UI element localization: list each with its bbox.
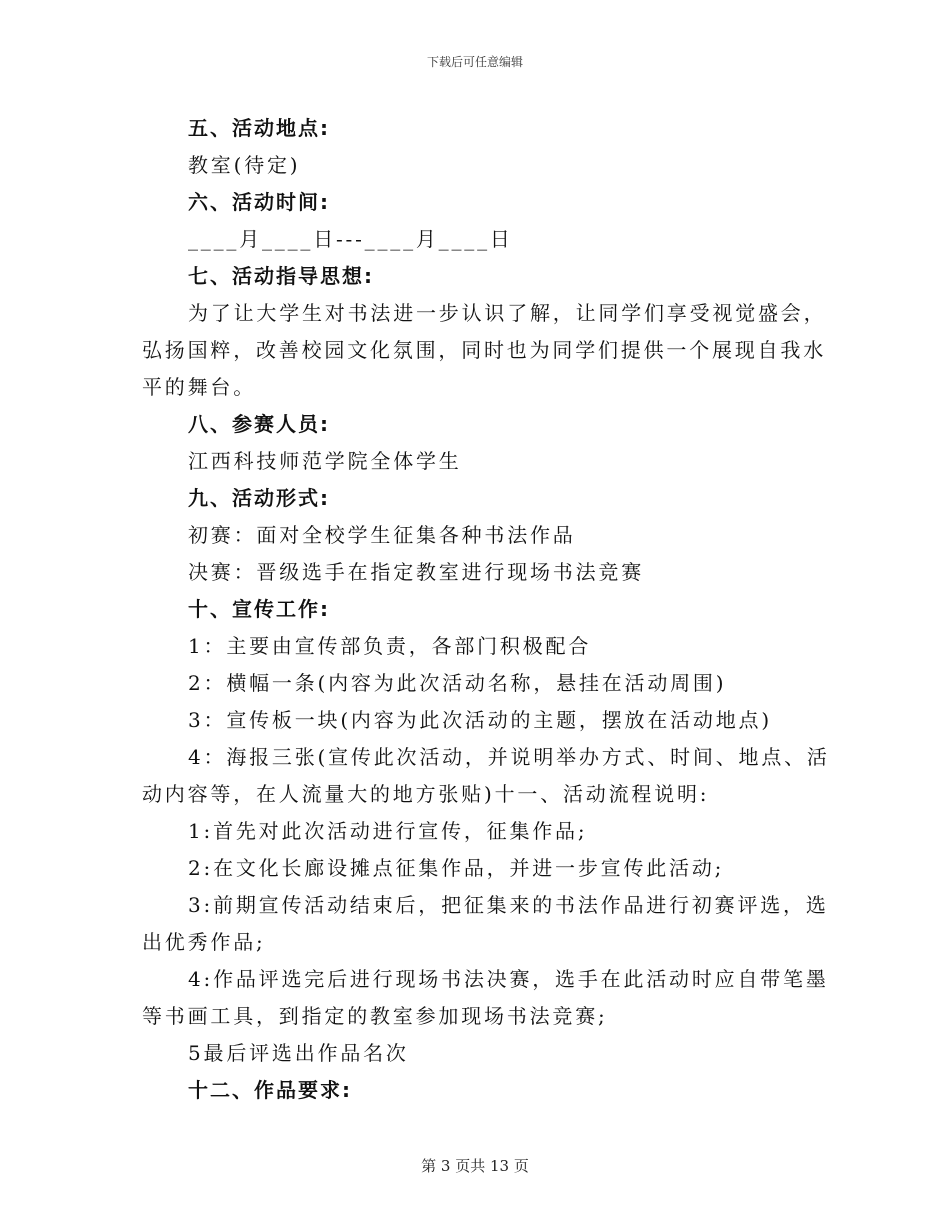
section-heading: 八、参赛人员: [188,412,330,436]
section-heading: 九、活动形式: [188,486,330,510]
section-heading: 七、活动指导思想: [188,264,374,288]
body-text-line: 为了让大学生对书法进一步认识了解，让同学们享受视觉盛会， [188,301,827,325]
body-text-line: 初赛：面对全校学生征集各种书法作品 [188,523,576,547]
body-text-line: 等书画工具，到指定的教室参加现场书法竞赛; [142,1004,608,1028]
section-heading: 五、活动地点: [188,116,330,140]
body-text-line: 5最后评选出作品名次 [188,1041,409,1065]
body-text-line: 2:在文化长廊设摊点征集作品，并进一步宣传此活动; [188,856,725,880]
body-text-line: 教室(待定) [188,153,301,177]
body-text-line: ____月____日---____月____日 [188,227,513,251]
body-text-line: 3：宣传板一块(内容为此次活动的主题，摆放在活动地点) [188,708,772,732]
body-text-line: 2：横幅一条(内容为此次活动名称，悬挂在活动周围) [188,671,727,695]
body-text-line: 江西科技师范学院全体学生 [188,449,462,473]
body-text-line: 3:前期宣传活动结束后，把征集来的书法作品进行初赛评选，选 [188,893,829,917]
section-heading: 十二、作品要求: [188,1078,352,1102]
body-text-line: 1:首先对此次活动进行宣传，征集作品; [188,819,588,843]
section-heading: 十、宣传工作: [188,597,330,621]
section-heading: 六、活动时间: [188,190,330,214]
page-header: 下载后可任意编辑 [426,55,523,69]
body-text-line: 4:作品评选完后进行现场书法决赛，选手在此活动时应自带笔墨 [188,967,829,991]
body-text-line: 弘扬国粹，改善校园文化氛围，同时也为同学们提供一个展现自我水 [142,338,826,362]
body-text-line: 平的舞台。 [142,375,256,399]
page-number: 第 3 页共 13 页 [421,1157,529,1175]
body-text-line: 出优秀作品; [142,930,266,954]
body-text-line: 1：主要由宣传部负责，各部门积极配合 [188,634,592,658]
body-text-line: 动内容等，在人流量大的地方张贴)十一、活动流程说明: [142,782,710,806]
document-body [142,110,830,1109]
body-text-line: 决赛：晋级选手在指定教室进行现场书法竞赛 [188,560,644,584]
body-text-line: 4：海报三张(宣传此次活动，并说明举办方式、时间、地点、活 [188,745,830,769]
